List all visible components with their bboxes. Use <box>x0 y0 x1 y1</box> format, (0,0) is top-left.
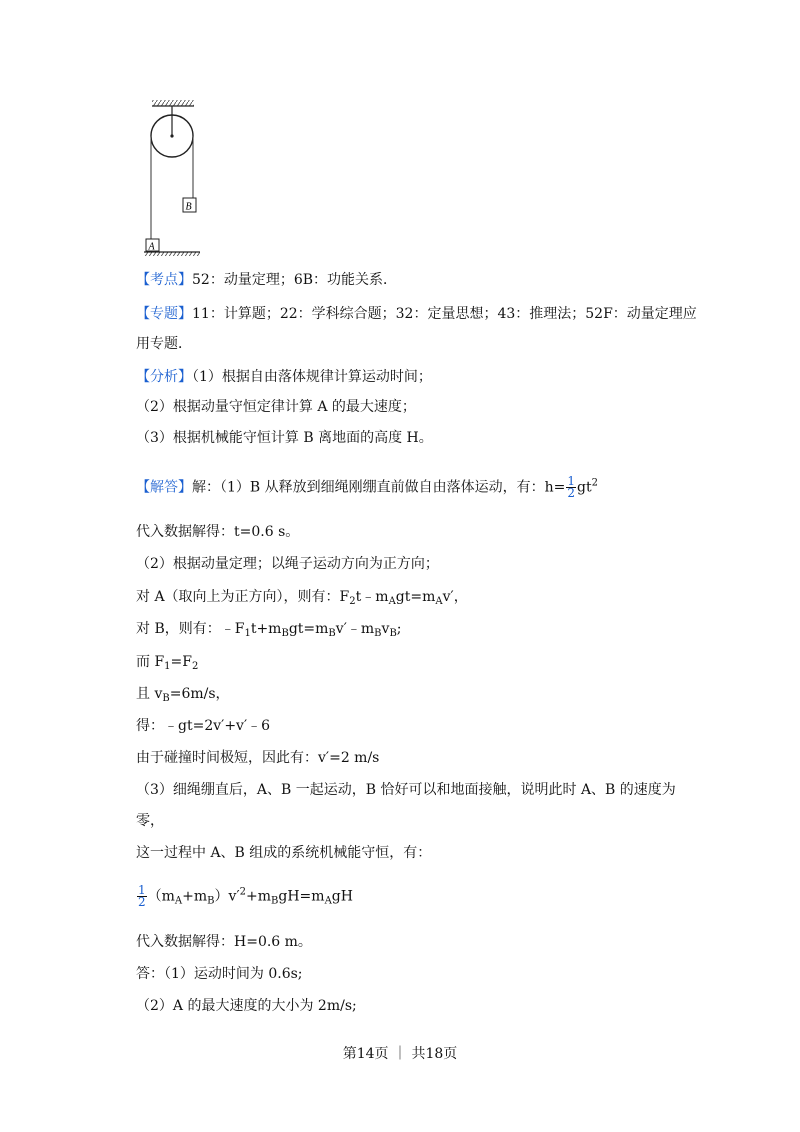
line-vb: 且 $v_B=6m/s$， <box>136 686 230 704</box>
label-b: B <box>185 201 192 213</box>
label-a: A <box>148 241 155 253</box>
jieda-line: 【解答】解：（1）B 从释放到细绳刚绷直前做自由落体运动，有：h= $\frac{1}{2}$ $gt^2$ <box>136 474 599 500</box>
line-b: 对 B，则有：$﹣F_1t+m_Bgt=m_Bv'﹣m_Bv_B$; <box>136 621 402 639</box>
line-f: 而 $F_1=F_2$ <box>136 654 199 672</box>
kaodian-line <box>136 270 397 290</box>
line-3a: （3）细绳绷直后，A、B 一起运动，B 恰好可以和地面接触，说明此时 A、B 的速度为 <box>136 782 676 798</box>
ceiling <box>152 100 194 106</box>
zhuanti-tag: 【专题】 <box>136 306 192 322</box>
fenxi-line <box>136 367 432 387</box>
fenxi-line-3: （3）根据机械能守恒计算 B 离地面的高度 H。 <box>136 430 433 446</box>
line-3b: 零， <box>136 813 164 829</box>
ground <box>144 252 200 256</box>
fenxi-line-2: （2）根据动量守恒定律计算 A 的最大速度； <box>136 399 416 415</box>
line-sys: 这一过程中 A、B 组成的系统机械能守恒，有： <box>136 845 432 861</box>
page-footer: 第14页 ｜ 共18页 <box>342 1046 458 1062</box>
fenxi-text: （1）根据自由落体规律计算运动时间； <box>192 369 432 385</box>
jieda-text: 解：（1）B 从释放到细绳刚绷直前做自由落体运动，有：h= <box>192 479 566 496</box>
gt: gt <box>577 479 592 496</box>
line-ans1: 答：（1）运动时间为 0.6s; <box>136 966 303 982</box>
fraction-half: $\frac{1}{2}$ <box>567 474 576 500</box>
line-a: 对 A（取向上为正方向），则有：$F_2t﹣m_Agt=m_Av'$， <box>136 589 468 607</box>
zhuanti-text: 11：计算题；22：学科综合题；32：定量思想；43：推理法；52F：动量定理应 <box>192 306 697 322</box>
pulley-figure <box>140 96 210 256</box>
line-de: 得：﹣gt=2v′+v′﹣6 <box>136 718 271 734</box>
fenxi-tag: 【分析】 <box>136 369 192 385</box>
line-dl: （2）根据动量定理；以绳子运动方向为正方向； <box>136 556 439 572</box>
line-t: 代入数据解得：t=0.6 s。 <box>136 524 300 540</box>
line-H: 代入数据解得：H=0.6 m。 <box>136 934 312 950</box>
zhuanti-line <box>136 304 697 324</box>
zhuanti-line-2: 用专题． <box>136 336 192 352</box>
energy-equation: $\frac{1}{2}$ $(m_A+m_B)v'^2+m_BgH=m_AgH$ <box>138 883 353 909</box>
line-ans2: （2）A 的最大速度的大小为 2m/s; <box>136 998 357 1014</box>
kaodian-text: 52：动量定理；6B：功能关系． <box>192 272 398 288</box>
jieda-tag: 【解答】 <box>136 479 192 496</box>
line-pz: 由于碰撞时间极短，因此有：v′=2 m/s <box>136 750 380 766</box>
kaodian-tag: 【考点】 <box>136 272 192 288</box>
